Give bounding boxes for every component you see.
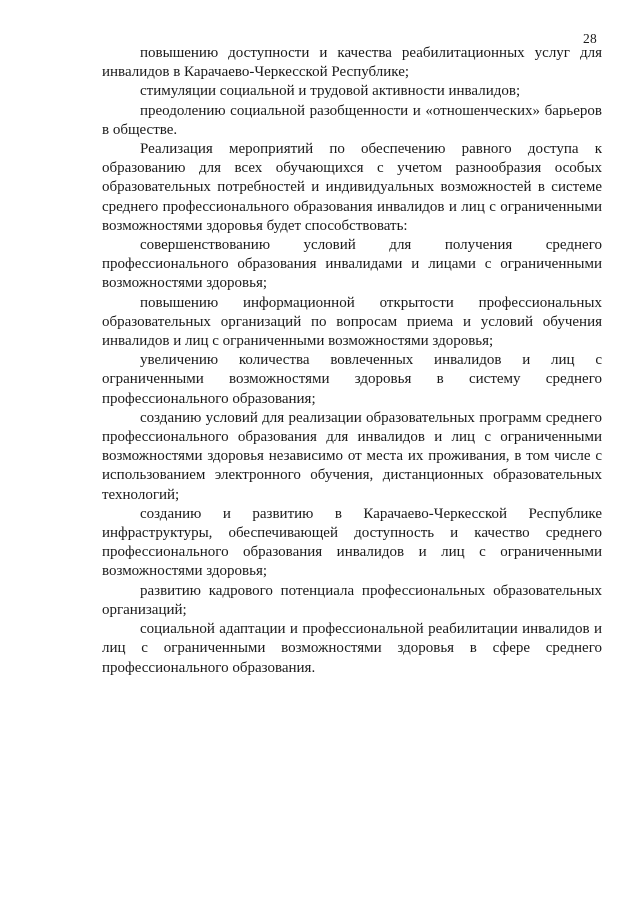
paragraph: повышению доступности и качества реабилитационных услуг для инвалидов в Карачаево-Черкесской Республике; — [102, 45, 602, 81]
paragraph: стимуляции социальной и трудовой активности инвалидов; — [140, 83, 521, 100]
paragraph: социальной адаптации и профессиональной реабилитации инвалидов и лиц с ограниченными возможностями здоровья в сфере среднего профессионального образования. — [102, 621, 602, 676]
paragraph: совершенствованию условий для получения среднего профессионального образования инвалидами и лицами с ограниченными возможностями здоровья; — [102, 237, 602, 292]
paragraph: преодолению социальной разобщенности и «отношенческих» барьеров в обществе. — [102, 102, 602, 138]
paragraph: созданию и развитию в Карачаево-Черкесской Республике инфраструктуры, обеспечивающей доступность и качество среднего профессионального образования инвалидов и лиц с ограниченными возможностями здоровья; — [102, 505, 602, 580]
body-text — [102, 44, 602, 678]
paragraph: повышению информационной открытости профессиональных образовательных организаций по вопросам приема и условий обучения инвалидов и лиц с ограниченными возможностями здоровья; — [102, 294, 602, 350]
paragraph: увеличению количества вовлеченных инвалидов и лиц с ограниченными возможностями здоровья в систему среднего профессионального образования; — [102, 352, 602, 407]
paragraph: развитию кадрового потенциала профессиональных образовательных организаций; — [102, 582, 602, 618]
page-number: 28 — [583, 31, 597, 46]
paragraph: созданию условий для реализации образовательных программ среднего профессионального образования для инвалидов и лиц с ограниченными возможностями здоровья независимо от места их проживания, в том числе с использованием электронного обучения, дистанционных образовательных технологий; — [102, 409, 602, 503]
paragraph: Реализация мероприятий по обеспечению равного доступа к образованию для всех обучающихся с учетом разнообразия особых образовательных потребностей и индивидуальных возможностей в системе среднего профессионального образования инвалидов и лиц с ограниченными возможностями здоровья будет способствовать: — [102, 141, 602, 234]
